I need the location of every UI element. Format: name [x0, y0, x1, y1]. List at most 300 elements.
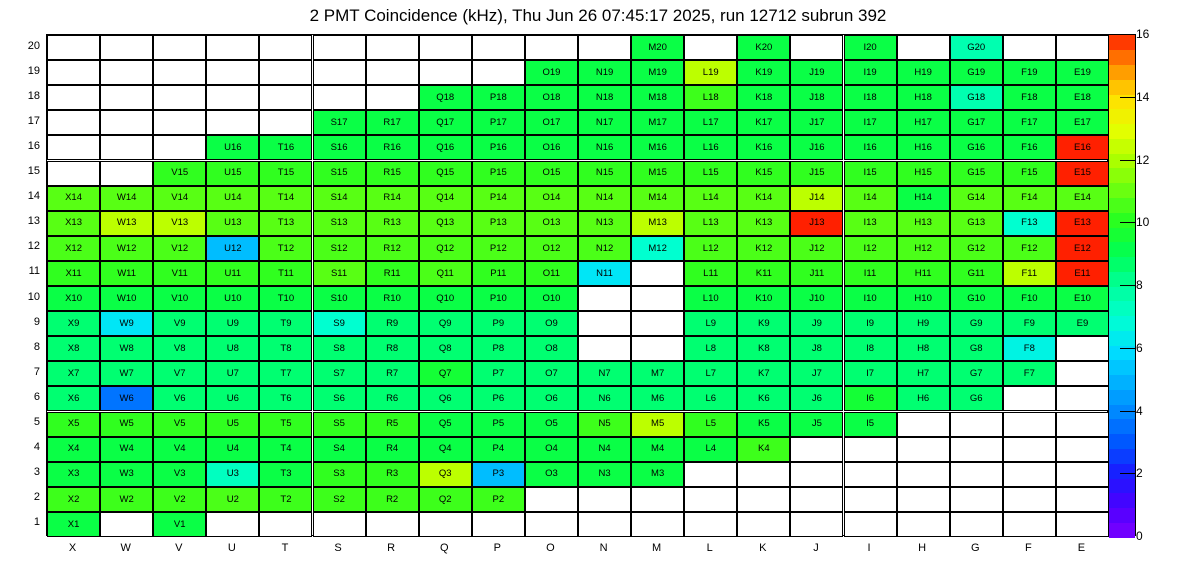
x-axis-tick-label: M	[652, 542, 662, 554]
colorbar-tick-mark	[1120, 285, 1136, 286]
heatmap-cell-w2: W2	[100, 487, 153, 512]
colorbar-segment	[1109, 109, 1135, 124]
heatmap-cell-r15: R15	[366, 161, 419, 186]
heatmap-cell	[897, 437, 950, 462]
heatmap-cell	[206, 35, 259, 60]
x-axis-tick-label: P	[493, 542, 502, 554]
heatmap-cell-u11: U11	[206, 261, 259, 286]
heatmap-cell-k16: K16	[737, 135, 790, 160]
heatmap-cell	[47, 110, 100, 135]
heatmap-cell-p6: P6	[472, 386, 525, 411]
heatmap-cell-e17: E17	[1056, 110, 1109, 135]
heatmap-cell	[259, 512, 312, 537]
heatmap-cell-l13: L13	[684, 211, 737, 236]
heatmap-cell-j9: J9	[790, 311, 843, 336]
heatmap-cell	[631, 261, 684, 286]
heatmap-cell-q16: Q16	[419, 135, 472, 160]
colorbar-segment	[1109, 316, 1135, 331]
heatmap-cell	[631, 336, 684, 361]
heatmap-cell-t9: T9	[259, 311, 312, 336]
heatmap-cell	[1056, 336, 1109, 361]
heatmap-cell-j7: J7	[790, 361, 843, 386]
x-axis-tick-label: V	[175, 542, 183, 554]
heatmap-cell-i18: I18	[844, 85, 897, 110]
heatmap-cell	[1056, 412, 1109, 437]
heatmap-cell-n5: N5	[578, 412, 631, 437]
heatmap-cell	[950, 512, 1003, 537]
heatmap-cell-p11: P11	[472, 261, 525, 286]
heatmap-cell	[897, 462, 950, 487]
heatmap-cell-r9: R9	[366, 311, 419, 336]
heatmap-cell	[153, 60, 206, 85]
heatmap-cell-p16: P16	[472, 135, 525, 160]
colorbar-segment	[1109, 124, 1135, 139]
heatmap-cell-o8: O8	[525, 336, 578, 361]
heatmap-cell-s6: S6	[313, 386, 366, 411]
heatmap-cell-j6: J6	[790, 386, 843, 411]
heatmap-cell-m13: M13	[631, 211, 684, 236]
heatmap-cell-v4: V4	[153, 437, 206, 462]
colorbar-segment	[1109, 448, 1135, 463]
heatmap-cell-k14: K14	[737, 186, 790, 211]
heatmap-cell-t7: T7	[259, 361, 312, 386]
heatmap-cell-t12: T12	[259, 236, 312, 261]
heatmap-cell-p4: P4	[472, 437, 525, 462]
colorbar-tick-label: 16	[1136, 27, 1150, 41]
heatmap-cell-p2: P2	[472, 487, 525, 512]
heatmap-cell-q12: Q12	[419, 236, 472, 261]
y-axis-tick-label: 15	[27, 165, 40, 178]
heatmap-cell-i5: I5	[844, 412, 897, 437]
heatmap-cell-l6: L6	[684, 386, 737, 411]
heatmap-cell	[578, 286, 631, 311]
heatmap-cell-x13: X13	[47, 211, 100, 236]
heatmap-cell	[259, 110, 312, 135]
heatmap-cell-n19: N19	[578, 60, 631, 85]
heatmap-cell	[153, 110, 206, 135]
heatmap-cell-f18: F18	[1003, 85, 1056, 110]
heatmap-cell-i15: I15	[844, 161, 897, 186]
y-axis-tick-label: 2	[33, 491, 40, 504]
heatmap-cell-g18: G18	[950, 85, 1003, 110]
colorbar-tick-mark	[1120, 160, 1136, 161]
heatmap-cell-x5: X5	[47, 412, 100, 437]
y-axis-tick-label: 13	[27, 215, 40, 228]
heatmap-cell-f19: F19	[1003, 60, 1056, 85]
heatmap-cell-h11: H11	[897, 261, 950, 286]
colorbar-segment	[1109, 404, 1135, 419]
heatmap-cell-r12: R12	[366, 236, 419, 261]
x-axis-tick-label: G	[970, 542, 980, 554]
x-axis-tick-label: J	[813, 542, 819, 554]
heatmap-cell-k9: K9	[737, 311, 790, 336]
heatmap-cell-k5: K5	[737, 412, 790, 437]
heatmap-cell-h10: H10	[897, 286, 950, 311]
heatmap-cell-f14: F14	[1003, 186, 1056, 211]
y-axis-tick-label: 20	[27, 39, 40, 52]
heatmap-cell-o6: O6	[525, 386, 578, 411]
heatmap-cell	[790, 487, 843, 512]
heatmap-cell-o17: O17	[525, 110, 578, 135]
heatmap-cell-k15: K15	[737, 161, 790, 186]
heatmap-cell	[100, 85, 153, 110]
heatmap-cell-w14: W14	[100, 186, 153, 211]
heatmap-cell	[578, 512, 631, 537]
heatmap-cell-q3: Q3	[419, 462, 472, 487]
colorbar-tick-mark	[1120, 348, 1136, 349]
y-axis-tick-label: 17	[27, 114, 40, 127]
heatmap-cell	[844, 487, 897, 512]
heatmap-cell	[578, 35, 631, 60]
heatmap-cell	[844, 512, 897, 537]
heatmap-cell-i11: I11	[844, 261, 897, 286]
heatmap-cell-v12: V12	[153, 236, 206, 261]
heatmap-cell	[419, 512, 472, 537]
colorbar-tick-label: 2	[1136, 466, 1143, 481]
heatmap-cell	[472, 512, 525, 537]
heatmap-cell-i17: I17	[844, 110, 897, 135]
heatmap-cell-n14: N14	[578, 186, 631, 211]
heatmap-cell-g8: G8	[950, 336, 1003, 361]
heatmap-cell-r7: R7	[366, 361, 419, 386]
heatmap-cell-g19: G19	[950, 60, 1003, 85]
heatmap-cell	[1056, 437, 1109, 462]
heatmap-cell-u4: U4	[206, 437, 259, 462]
heatmap-cell-g16: G16	[950, 135, 1003, 160]
heatmap-cell	[1003, 462, 1056, 487]
heatmap-cell	[631, 512, 684, 537]
heatmap-cell	[206, 110, 259, 135]
heatmap-cell-u16: U16	[206, 135, 259, 160]
heatmap-cell	[47, 135, 100, 160]
heatmap-cell-i7: I7	[844, 361, 897, 386]
x-axis-tick-label: H	[918, 542, 927, 554]
x-axis-tick-label: R	[387, 542, 396, 554]
heatmap-cell	[206, 85, 259, 110]
heatmap-cell	[1003, 487, 1056, 512]
heatmap-cell-x3: X3	[47, 462, 100, 487]
heatmap-cell-t16: T16	[259, 135, 312, 160]
heatmap-cell-l9: L9	[684, 311, 737, 336]
heatmap-cell-f10: F10	[1003, 286, 1056, 311]
heatmap-cell-r10: R10	[366, 286, 419, 311]
heatmap-cell-o5: O5	[525, 412, 578, 437]
heatmap-cell-n6: N6	[578, 386, 631, 411]
y-axis-tick-label: 8	[33, 340, 40, 353]
heatmap-cell-s14: S14	[313, 186, 366, 211]
heatmap-cell-w6: W6	[100, 386, 153, 411]
heatmap-cell-x11: X11	[47, 261, 100, 286]
heatmap-cell-m4: M4	[631, 437, 684, 462]
heatmap-cell-l5: L5	[684, 412, 737, 437]
heatmap-cell-f13: F13	[1003, 211, 1056, 236]
heatmap-cell	[419, 60, 472, 85]
heatmap-cell-l15: L15	[684, 161, 737, 186]
heatmap-cell-s11: S11	[313, 261, 366, 286]
y-axis-tick-label: 10	[27, 290, 40, 303]
colorbar-segment	[1109, 138, 1135, 153]
heatmap-cell-v13: V13	[153, 211, 206, 236]
heatmap-cell	[259, 85, 312, 110]
heatmap-cell-e10: E10	[1056, 286, 1109, 311]
heatmap-cell-q9: Q9	[419, 311, 472, 336]
heatmap-cell-m12: M12	[631, 236, 684, 261]
heatmap-cell-l16: L16	[684, 135, 737, 160]
heatmap-cell-f12: F12	[1003, 236, 1056, 261]
heatmap-cell-w13: W13	[100, 211, 153, 236]
heatmap-cell	[100, 512, 153, 537]
heatmap-cell	[950, 462, 1003, 487]
colorbar-segment	[1109, 242, 1135, 257]
heatmap-cell	[206, 512, 259, 537]
heatmap-cell-f7: F7	[1003, 361, 1056, 386]
heatmap-cell-n17: N17	[578, 110, 631, 135]
x-axis-tick-label: E	[1077, 542, 1086, 554]
heatmap-cell-v3: V3	[153, 462, 206, 487]
heatmap-cell-j17: J17	[790, 110, 843, 135]
heatmap-cell	[897, 487, 950, 512]
heatmap-cell-f17: F17	[1003, 110, 1056, 135]
heatmap-cell-x10: X10	[47, 286, 100, 311]
heatmap-cell-v15: V15	[153, 161, 206, 186]
heatmap-cell-j19: J19	[790, 60, 843, 85]
colorbar-segment	[1109, 507, 1135, 522]
colorbar-tick-mark	[1120, 411, 1136, 412]
heatmap-cell-q6: Q6	[419, 386, 472, 411]
heatmap-cell-l12: L12	[684, 236, 737, 261]
heatmap-cell-e15: E15	[1056, 161, 1109, 186]
heatmap-cell-p5: P5	[472, 412, 525, 437]
heatmap-cell-g20: G20	[950, 35, 1003, 60]
x-axis-tick-label: O	[546, 542, 555, 554]
heatmap-cell	[100, 35, 153, 60]
heatmap-cell-j13: J13	[790, 211, 843, 236]
heatmap-cell-h15: H15	[897, 161, 950, 186]
colorbar-segment	[1109, 212, 1135, 227]
heatmap-cell	[737, 462, 790, 487]
heatmap-cell-r14: R14	[366, 186, 419, 211]
heatmap-cell-g14: G14	[950, 186, 1003, 211]
heatmap-cell-i16: I16	[844, 135, 897, 160]
heatmap-cell-n4: N4	[578, 437, 631, 462]
heatmap-cell-v7: V7	[153, 361, 206, 386]
y-axis-tick-label: 1	[33, 516, 40, 529]
heatmap-cell-p15: P15	[472, 161, 525, 186]
x-axis-tick-label: T	[281, 542, 289, 554]
colorbar-segment	[1109, 493, 1135, 508]
heatmap-cell	[366, 85, 419, 110]
heatmap-cell-m15: M15	[631, 161, 684, 186]
heatmap-cell-i9: I9	[844, 311, 897, 336]
heatmap-cell	[1056, 462, 1109, 487]
heatmap-cell-x7: X7	[47, 361, 100, 386]
heatmap-cell-j18: J18	[790, 85, 843, 110]
heatmap-cell	[525, 487, 578, 512]
y-axis-tick-label: 16	[27, 139, 40, 152]
heatmap-cell-x12: X12	[47, 236, 100, 261]
x-axis-tick-label: I	[867, 542, 871, 554]
colorbar-segment	[1109, 153, 1135, 168]
colorbar-tick-label: 4	[1136, 403, 1143, 418]
heatmap-cell-v6: V6	[153, 386, 206, 411]
heatmap-cell-q17: Q17	[419, 110, 472, 135]
heatmap-cell-e19: E19	[1056, 60, 1109, 85]
heatmap-cell	[47, 85, 100, 110]
heatmap-cell	[525, 35, 578, 60]
heatmap-cell-w12: W12	[100, 236, 153, 261]
heatmap-cell	[1003, 386, 1056, 411]
heatmap-cell	[1003, 35, 1056, 60]
heatmap-cell-i10: I10	[844, 286, 897, 311]
heatmap-cell-s15: S15	[313, 161, 366, 186]
heatmap-cell-t10: T10	[259, 286, 312, 311]
heatmap-cell-s3: S3	[313, 462, 366, 487]
heatmap-cell	[737, 512, 790, 537]
heatmap-cell-o11: O11	[525, 261, 578, 286]
heatmap-cell-u14: U14	[206, 186, 259, 211]
heatmap-cell-g6: G6	[950, 386, 1003, 411]
colorbar-tick-mark	[1120, 97, 1136, 98]
heatmap-cell-t3: T3	[259, 462, 312, 487]
heatmap-cell-v10: V10	[153, 286, 206, 311]
heatmap-cell-r2: R2	[366, 487, 419, 512]
heatmap-cell-p8: P8	[472, 336, 525, 361]
heatmap-cell-j14: J14	[790, 186, 843, 211]
y-axis-tick-label: 6	[33, 390, 40, 403]
heatmap-cell-u8: U8	[206, 336, 259, 361]
heatmap-cell-o12: O12	[525, 236, 578, 261]
heatmap-cell-h12: H12	[897, 236, 950, 261]
heatmap-cell	[950, 412, 1003, 437]
heatmap-cell-t14: T14	[259, 186, 312, 211]
colorbar-tick-label: 14	[1136, 89, 1150, 104]
heatmap-cell-e16: E16	[1056, 135, 1109, 160]
heatmap-cell-r6: R6	[366, 386, 419, 411]
heatmap-cell-k19: K19	[737, 60, 790, 85]
heatmap-cell-r17: R17	[366, 110, 419, 135]
heatmap-cell-v11: V11	[153, 261, 206, 286]
heatmap-cell	[1003, 437, 1056, 462]
heatmap-cell	[897, 35, 950, 60]
heatmap-cell	[1056, 35, 1109, 60]
heatmap-cell-s10: S10	[313, 286, 366, 311]
heatmap-cell	[578, 487, 631, 512]
y-axis-tick-label: 4	[33, 441, 40, 454]
colorbar-segment	[1109, 375, 1135, 390]
heatmap-cell-s7: S7	[313, 361, 366, 386]
colorbar-segment	[1109, 50, 1135, 65]
heatmap-cell-j12: J12	[790, 236, 843, 261]
heatmap-cell	[259, 35, 312, 60]
y-axis-tick-label: 5	[33, 416, 40, 429]
heatmap-cell-h19: H19	[897, 60, 950, 85]
x-axis-tick-label: W	[120, 542, 131, 554]
heatmap-cell-j16: J16	[790, 135, 843, 160]
heatmap-cell-u2: U2	[206, 487, 259, 512]
heatmap-cell-w3: W3	[100, 462, 153, 487]
x-axis-tick-label: U	[227, 542, 236, 554]
heatmap-cell	[47, 60, 100, 85]
heatmap-cell-k17: K17	[737, 110, 790, 135]
heatmap-cell-t2: T2	[259, 487, 312, 512]
heatmap-cell-k20: K20	[737, 35, 790, 60]
heatmap-cell-h13: H13	[897, 211, 950, 236]
heatmap-cell	[472, 60, 525, 85]
heatmap-cell-h14: H14	[897, 186, 950, 211]
heatmap-cell-x6: X6	[47, 386, 100, 411]
heatmap-cell-k6: K6	[737, 386, 790, 411]
y-axis-tick-label: 11	[28, 265, 40, 278]
heatmap-cell-p14: P14	[472, 186, 525, 211]
heatmap-cell-g12: G12	[950, 236, 1003, 261]
heatmap-cell-j10: J10	[790, 286, 843, 311]
colorbar-segment	[1109, 434, 1135, 449]
heatmap-cell-h9: H9	[897, 311, 950, 336]
heatmap-cell-q10: Q10	[419, 286, 472, 311]
colorbar-segment	[1109, 389, 1135, 404]
heatmap-cell-r11: R11	[366, 261, 419, 286]
heatmap-cell-g9: G9	[950, 311, 1003, 336]
heatmap-cell	[366, 512, 419, 537]
heatmap-cell-f8: F8	[1003, 336, 1056, 361]
x-axis-tick-label: L	[706, 542, 713, 554]
heatmap-cell-h7: H7	[897, 361, 950, 386]
y-axis-tick-label: 18	[27, 89, 40, 102]
heatmap-cell-v8: V8	[153, 336, 206, 361]
y-axis-tick-label: 9	[33, 315, 40, 328]
heatmap-cell-r5: R5	[366, 412, 419, 437]
heatmap-cell-k13: K13	[737, 211, 790, 236]
heatmap-cell-i12: I12	[844, 236, 897, 261]
colorbar-tick-label: 0	[1136, 529, 1143, 543]
heatmap-cell-r8: R8	[366, 336, 419, 361]
heatmap-cell	[844, 462, 897, 487]
heatmap-cell	[100, 60, 153, 85]
heatmap-cell	[525, 512, 578, 537]
heatmap-cell-n18: N18	[578, 85, 631, 110]
heatmap-cell-t13: T13	[259, 211, 312, 236]
heatmap-cell-m3: M3	[631, 462, 684, 487]
heatmap-cell-m16: M16	[631, 135, 684, 160]
heatmap-cell-r3: R3	[366, 462, 419, 487]
heatmap-cell-g17: G17	[950, 110, 1003, 135]
x-axis-tick-label: F	[1024, 542, 1032, 554]
heatmap-cell	[844, 437, 897, 462]
colorbar-segment	[1109, 330, 1135, 345]
heatmap-cell-n7: N7	[578, 361, 631, 386]
heatmap-cell-l17: L17	[684, 110, 737, 135]
heatmap-cell-g10: G10	[950, 286, 1003, 311]
heatmap-cell-u7: U7	[206, 361, 259, 386]
x-axis-tick-label: S	[334, 542, 342, 554]
heatmap-cell	[47, 35, 100, 60]
heatmap-cell	[313, 512, 366, 537]
heatmap-cell-o9: O9	[525, 311, 578, 336]
heatmap-cell-l11: L11	[684, 261, 737, 286]
heatmap-cell	[1056, 361, 1109, 386]
heatmap-cell-q13: Q13	[419, 211, 472, 236]
colorbar-segment	[1109, 65, 1135, 80]
heatmap-cell	[950, 487, 1003, 512]
heatmap-cell-v14: V14	[153, 186, 206, 211]
heatmap-cell-o15: O15	[525, 161, 578, 186]
y-axis-tick-label: 14	[27, 190, 40, 203]
heatmap-cell-m18: M18	[631, 85, 684, 110]
y-axis-tick-label: 3	[33, 466, 40, 479]
heatmap-cell	[419, 35, 472, 60]
heatmap-cell-x8: X8	[47, 336, 100, 361]
heatmap-cell	[950, 437, 1003, 462]
